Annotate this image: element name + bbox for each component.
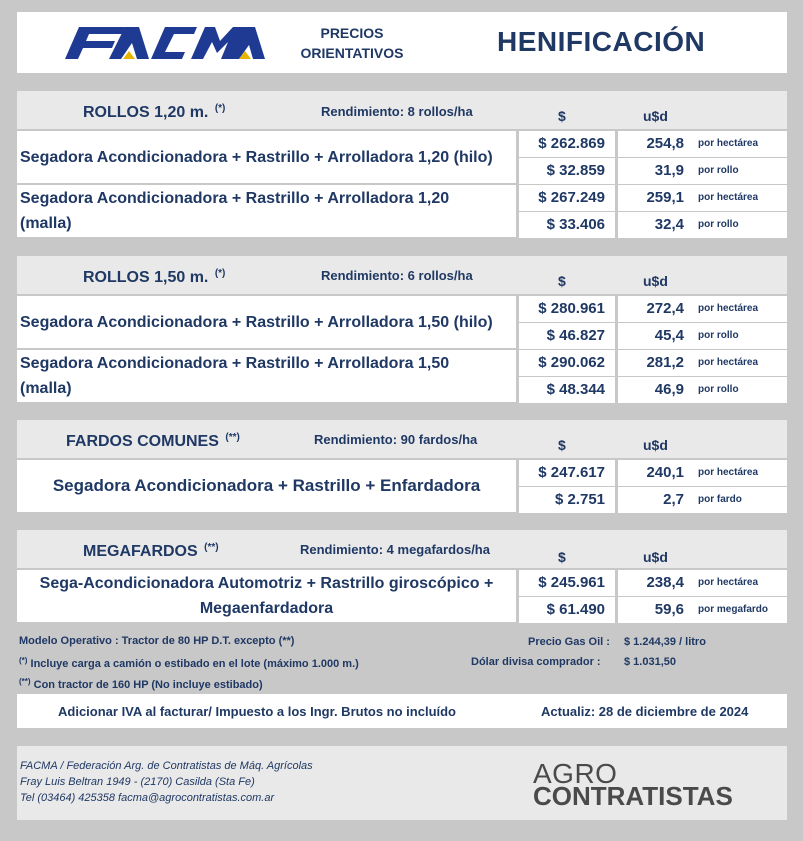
col-header-usd: u$d (643, 549, 668, 565)
footer-contact: Tel (03464) 425358 facma@agrocontratistas.com.ar (20, 792, 275, 804)
price-pesos: $ 33.406 (519, 212, 615, 238)
dolar-value: $ 1.031,50 (624, 656, 676, 668)
table-row (17, 131, 516, 183)
price-pesos: $ 48.344 (519, 377, 615, 403)
row-description: Segadora Acondicionadora + Rastrillo + Enfardadora (52, 476, 481, 495)
table-row (17, 570, 516, 622)
price-usd: 240,1 (618, 460, 694, 486)
col-header-usd: u$d (643, 437, 668, 453)
footer-org: FACMA / Federación Arg. de Contratistas de Máq. Agrícolas (20, 760, 313, 772)
col-header-pesos: $ (558, 273, 566, 289)
price-pesos: $ 2.751 (519, 487, 615, 513)
unit-label: por hectárea (694, 131, 787, 157)
section-title: FARDOS COMUNES (**) (66, 432, 240, 450)
section-title: ROLLOS 1,50 m. (*) (83, 268, 226, 286)
unit-label: por rollo (694, 377, 787, 403)
facma-logo (65, 25, 265, 61)
row-description: Segadora Acondicionadora + Rastrillo + Arrolladora 1,50 (hilo) (20, 314, 493, 331)
unit-label: por fardo (694, 487, 787, 513)
unit-label: por hectárea (694, 350, 787, 376)
updated-date: Actualiz: 28 de diciembre de 2024 (541, 704, 749, 719)
price-usd: 259,1 (618, 185, 694, 211)
page-title: HENIFICACIÓN (497, 26, 706, 57)
price-pesos: $ 262.869 (519, 131, 615, 157)
price-pesos: $ 247.617 (519, 460, 615, 486)
section-header-rollos-150 (17, 256, 787, 294)
price-usd: 31,9 (618, 158, 694, 184)
price-pesos: $ 267.249 (519, 185, 615, 211)
table-row (17, 460, 516, 512)
header-bar (17, 12, 787, 73)
unit-label: por rollo (694, 212, 787, 238)
footer-address: Fray Luis Beltran 1949 - (2170) Casilda (Sta Fe) (20, 776, 255, 788)
unit-label: por rollo (694, 158, 787, 184)
price-usd: 32,4 (618, 212, 694, 238)
price-pesos: $ 290.062 (519, 350, 615, 376)
row-description-cont: Megaenfardadora (199, 600, 334, 617)
col-header-pesos: $ (558, 437, 566, 453)
unit-label: por hectárea (694, 296, 787, 322)
price-usd: 254,8 (618, 131, 694, 157)
section-header-megafardos (17, 530, 787, 568)
row-description-cont: (malla) (20, 380, 72, 397)
row-description: Segadora Acondicionadora + Rastrillo + Arrolladora 1,50 (20, 355, 450, 372)
note-1: (*) Incluye carga a camión o estibado en el lote (máximo 1.000 m.) (19, 656, 359, 670)
section-rendimiento: Rendimiento: 4 megafardos/ha (300, 542, 490, 557)
unit-label: por hectárea (694, 185, 787, 211)
col-header-usd: u$d (643, 108, 668, 124)
note-2: (**) Con tractor de 160 HP (No incluye estibado) (19, 677, 263, 691)
section-rendimiento: Rendimiento: 6 rollos/ha (321, 268, 473, 283)
section-header-rollos-120 (17, 91, 787, 129)
table-row (17, 350, 516, 402)
table-row (17, 296, 516, 348)
note-modelo-operativo: Modelo Operativo : Tractor de 80 HP D.T. excepto (**) (19, 635, 295, 647)
section-header-fardos (17, 420, 787, 458)
row-description-cont: (malla) (20, 215, 72, 232)
col-header-pesos: $ (558, 549, 566, 565)
footer (17, 746, 787, 820)
agrocontratistas-logo-top: AGRO (533, 758, 618, 789)
section-rendimiento: Rendimiento: 90 fardos/ha (314, 432, 478, 447)
gasoil-label: Precio Gas Oil : (528, 636, 610, 648)
price-usd: 272,4 (618, 296, 694, 322)
agrocontratistas-logo-bottom: CONTRATISTAS (533, 781, 733, 811)
dolar-label: Dólar divisa comprador : (471, 656, 601, 668)
precios-line1: PRECIOS (320, 25, 384, 41)
price-usd: 45,4 (618, 323, 694, 349)
price-usd: 238,4 (618, 570, 694, 596)
price-pesos: $ 245.961 (519, 570, 615, 596)
precios-line2: ORIENTATIVOS (300, 45, 404, 61)
table-row (17, 185, 516, 237)
row-description: Segadora Acondicionadora + Rastrillo + Arrolladora 1,20 (20, 190, 450, 207)
row-description: Segadora Acondicionadora + Rastrillo + Arrolladora 1,20 (hilo) (20, 149, 493, 166)
col-header-pesos: $ (558, 108, 566, 124)
iva-text: Adicionar IVA al facturar/ Impuesto a los Ingr. Brutos no incluído (58, 704, 456, 719)
section-rendimiento: Rendimiento: 8 rollos/ha (321, 104, 473, 119)
col-header-usd: u$d (643, 273, 668, 289)
price-usd: 46,9 (618, 377, 694, 403)
unit-label: por rollo (694, 323, 787, 349)
price-usd: 2,7 (618, 487, 694, 513)
row-description: Sega-Acondicionadora Automotriz + Rastrillo giroscópico + (39, 575, 494, 592)
price-usd: 59,6 (618, 597, 694, 623)
precios-orientativos (287, 23, 417, 63)
unit-label: por hectárea (694, 460, 787, 486)
price-pesos: $ 280.961 (519, 296, 615, 322)
unit-label: por megafardo (694, 597, 787, 623)
price-pesos: $ 61.490 (519, 597, 615, 623)
iva-bar (17, 694, 787, 728)
section-title: MEGAFARDOS (**) (83, 542, 219, 560)
price-usd: 281,2 (618, 350, 694, 376)
unit-label: por hectárea (694, 570, 787, 596)
section-title: ROLLOS 1,20 m. (*) (83, 103, 226, 121)
price-pesos: $ 32.859 (519, 158, 615, 184)
price-pesos: $ 46.827 (519, 323, 615, 349)
gasoil-value: $ 1.244,39 / litro (624, 636, 706, 648)
